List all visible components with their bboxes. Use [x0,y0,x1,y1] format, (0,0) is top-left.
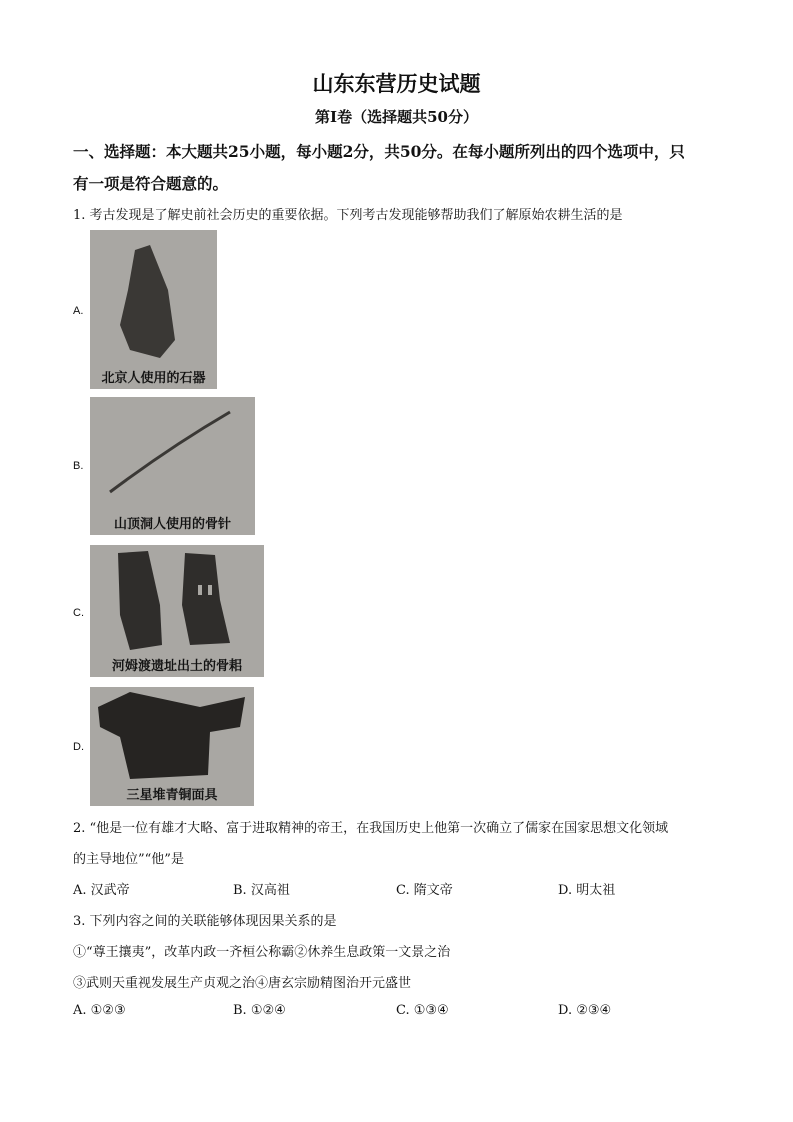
stone-tool-icon [90,230,217,389]
page-subtitle: 第Ⅰ卷（选择题共50分） [315,108,478,126]
q1-option-b-label: B. [73,460,84,472]
q1-option-c-image [90,545,264,677]
q1-option-a-label: A. [73,305,84,317]
q1-option-a-image [90,230,217,389]
q1-option-c-label: C. [73,607,84,619]
q3-option-b: B. ①②④ [233,1003,286,1018]
question-3-stem: 3. 下列内容之间的关联能够体现因果关系的是 [73,914,337,929]
q3-option-c: C. ①③④ [396,1003,449,1018]
q1-option-c-caption: 河姆渡遗址出土的骨耜 [111,659,242,674]
q1-option-d-label: D. [73,741,84,753]
q2-option-c: C. 隋文帝 [396,883,453,898]
q1-option-d-caption: 三星堆青铜面具 [126,788,218,803]
q1-option-b-caption: 山顶洞人使用的骨针 [113,517,231,532]
section-instructions-line2: 有一项是符合题意的。 [73,174,229,193]
q2-option-a: A. 汉武帝 [73,883,130,898]
question-2-stem-line2: 的主导地位”“他”是 [73,852,184,867]
q2-option-d: D. 明太祖 [558,883,616,898]
q3-item-line2: ③武则天重视发展生产贞观之治④唐玄宗励精图治开元盛世 [73,976,412,991]
question-2-stem-line1: 2. “他是一位有雄才大略、富于进取精神的帝王，在我国历史上他第一次确立了儒家在国家思想文化领域 [73,821,669,836]
q3-option-a: A. ①②③ [73,1003,126,1018]
section-instructions-line1: 一、选择题：本大题共25小题，每小题2分，共50分。在每小题所列出的四个选项中，只 [73,142,685,161]
question-1-stem: 1. 考古发现是了解史前社会历史的重要依据。下列考古发现能够帮助我们了解原始农耕生活的是 [73,208,623,223]
q3-item-line1: ①“尊王攘夷”，改革内政一齐桓公称霸②休养生息政策一文景之治 [73,945,451,960]
q3-option-d: D. ②③④ [558,1003,612,1018]
q1-option-a-caption: 北京人使用的石器 [101,371,206,386]
q1-option-b-image [90,397,255,535]
q1-option-d-image [90,687,254,806]
q2-option-b: B. 汉高祖 [233,883,290,898]
page-title: 山东东营历史试题 [312,71,481,96]
